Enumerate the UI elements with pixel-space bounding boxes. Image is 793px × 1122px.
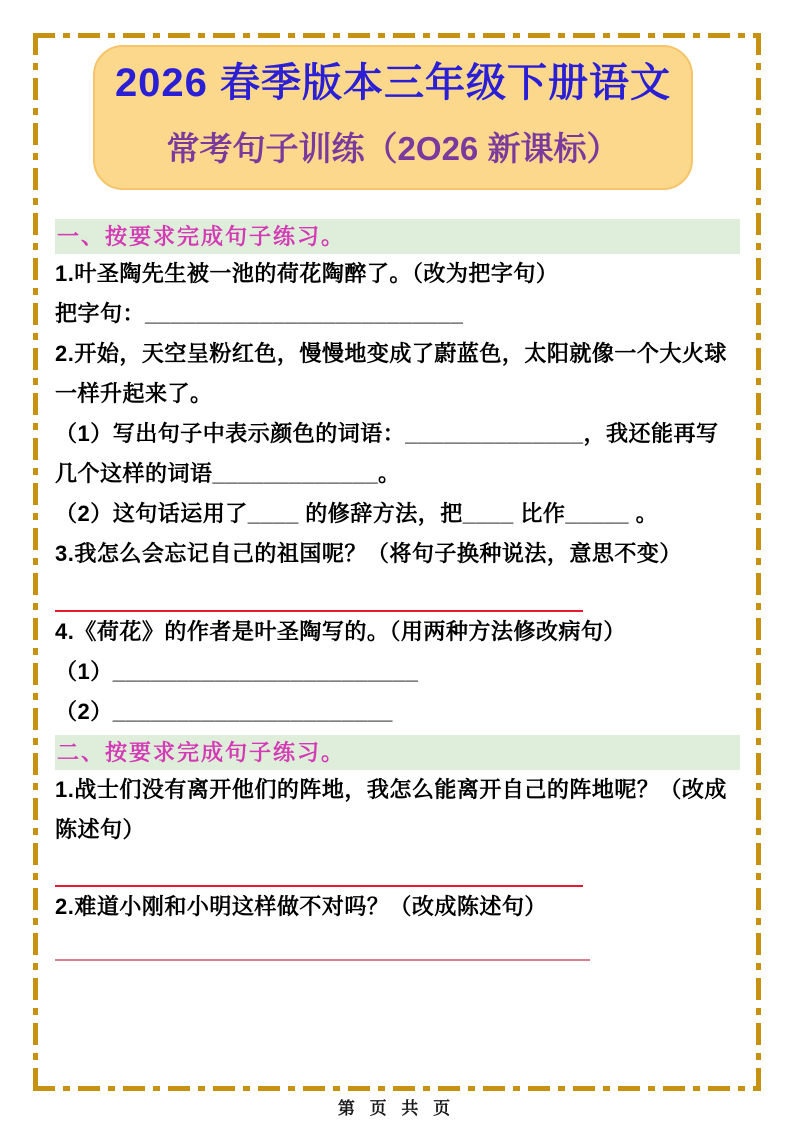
section-heading-2: 二、按要求完成句子练习。: [55, 735, 740, 770]
worksheet-title: 2026 春季版本三年级下册语文: [114, 61, 672, 105]
exercise-3-prompt: 3.我怎么会忘记自己的祖国呢？（将句子换种说法，意思不变）: [55, 541, 682, 566]
exercise-4-prompt: 4.《荷花》的作者是叶圣陶写的。（用两种方法修改病句）: [55, 619, 626, 644]
section-heading-1: 一、按要求完成句子练习。: [55, 219, 740, 254]
worksheet-content: [55, 219, 740, 961]
page-footer: 第 页 共 页: [337, 1099, 456, 1118]
exercise-5-prompt: 1.战士们没有离开他们的阵地，我怎么能离开自己的阵地呢？（改成陈述句）: [55, 777, 727, 842]
exercise-4-blank-1: （1）________________________: [55, 659, 419, 684]
exercise-4-blank-2: （2）______________________: [55, 699, 393, 724]
page-border-left: [33, 33, 38, 1091]
exercise-2-prompt: 2.开始，天空呈粉红色，慢慢地变成了蔚蓝色，太阳就像一个大火球一样升起来了。: [55, 341, 727, 406]
exercise-2-sub2: （2）这句话运用了____ 的修辞方法，把____ 比作_____ 。: [55, 501, 659, 526]
exercise-6-prompt: 2.难道小刚和小明这样做不对吗？（改成陈述句）: [55, 894, 547, 919]
page-border-bottom: [33, 1086, 761, 1091]
worksheet-subtitle: 常考句子训练（2O26 新课标）: [166, 130, 620, 167]
page-border-right: [756, 33, 761, 1091]
exercise-1-prompt: 1.叶圣陶先生被一池的荷花陶醉了。（改为把字句）: [55, 261, 559, 286]
page-border-top: [33, 33, 761, 38]
exercise-1-blank: 把字句：_________________________: [55, 301, 464, 326]
exercise-2-sub1: （1）写出句子中表示颜色的词语：______________，我还能再写几个这样的词语_____________。: [55, 421, 719, 486]
answer-line-pink: [55, 959, 590, 961]
header-box: [93, 45, 693, 190]
